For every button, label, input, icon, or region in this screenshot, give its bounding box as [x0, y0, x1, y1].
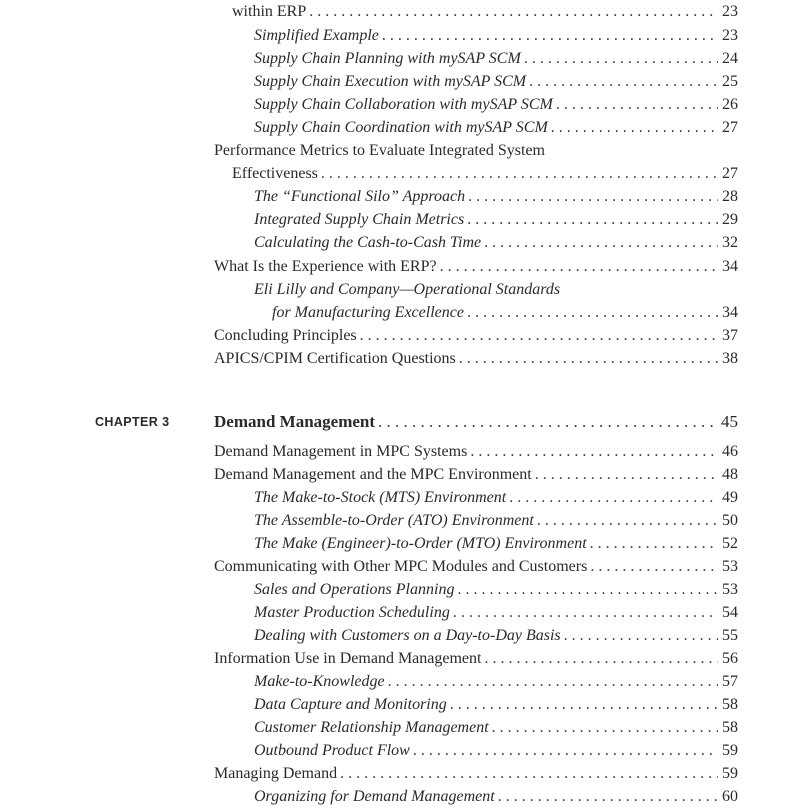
toc-entry-page-number: 52 [722, 535, 738, 552]
toc-entry-page-number: 34 [722, 304, 738, 321]
chapter-label: CHAPTER 3 [95, 415, 170, 429]
toc-entry-title: Customer Relationship Management [254, 719, 489, 736]
toc-entry-title: Make-to-Knowledge [254, 673, 385, 690]
toc-entry[interactable] [254, 578, 738, 601]
leader-dots [590, 532, 718, 555]
chapter-title: Demand Management [214, 412, 376, 431]
toc-entry[interactable] [254, 24, 738, 47]
toc-entry[interactable] [254, 486, 738, 509]
leader-dots [551, 116, 718, 139]
toc-entry-page-number: 32 [722, 234, 738, 251]
toc-entry[interactable] [254, 93, 738, 116]
toc-entry-page-number: 58 [722, 696, 738, 713]
leader-dots [450, 693, 718, 716]
toc-entry-page-number: 24 [722, 50, 738, 67]
toc-entry-page-number: 27 [722, 119, 738, 136]
toc-entry-page-number: 49 [722, 489, 738, 506]
toc-entry[interactable] [254, 785, 738, 808]
leader-dots [590, 555, 718, 578]
leader-dots [484, 231, 718, 254]
toc-entry-title: Supply Chain Coordination with mySAP SCM [254, 119, 548, 136]
leader-dots [321, 162, 718, 185]
toc-heading-eli-lilly[interactable]: Eli Lilly and Company—Operational Standards [254, 281, 561, 298]
toc-entry[interactable] [254, 624, 738, 647]
toc-entry-page-number: 54 [722, 604, 738, 621]
toc-entry-title: Effectiveness [232, 165, 318, 182]
toc-entry-page-number: 23 [722, 3, 738, 20]
toc-entry-title: The “Functional Silo” Approach [254, 188, 466, 205]
leader-dots [309, 0, 718, 23]
toc-entry[interactable] [254, 185, 738, 208]
toc-entry-page-number: 38 [722, 350, 738, 367]
toc-entry[interactable] [254, 231, 738, 254]
toc-entry[interactable] [214, 762, 738, 785]
toc-entry-page-number: 26 [722, 96, 738, 113]
toc-entry-page-number: 27 [722, 165, 738, 182]
leader-dots [413, 739, 718, 762]
leader-dots [470, 440, 718, 463]
toc-entry-title: The Make (Engineer)-to-Order (MTO) Environment [254, 535, 587, 552]
toc-entry-title: Communicating with Other MPC Modules and Customers [214, 558, 588, 575]
toc-entry[interactable] [254, 716, 738, 739]
toc-entry[interactable] [272, 301, 738, 324]
toc-entry-title: Master Production Scheduling [254, 604, 450, 621]
toc-entry[interactable] [214, 440, 738, 463]
toc-entry[interactable] [254, 670, 738, 693]
toc-entry-page-number: 25 [722, 73, 738, 90]
toc-entry-title: What Is the Experience with ERP? [214, 258, 437, 275]
leader-dots [467, 208, 718, 231]
toc-entry-title: Calculating the Cash-to-Cash Time [254, 234, 482, 251]
toc-entry[interactable] [214, 324, 738, 347]
toc-entry[interactable] [214, 555, 738, 578]
toc-entry-title: Integrated Supply Chain Metrics [254, 211, 465, 228]
toc-entry[interactable] [214, 255, 738, 278]
toc-entry[interactable] [254, 509, 738, 532]
toc-entry-title: Outbound Product Flow [254, 742, 410, 759]
toc-entry[interactable] [254, 532, 738, 555]
toc-entry-page-number: 34 [722, 258, 738, 275]
toc-entry-title: Managing Demand [214, 765, 338, 782]
leader-dots [453, 601, 718, 624]
toc-entry-title: The Assemble-to-Order (ATO) Environment [254, 512, 534, 529]
leader-dots [492, 716, 718, 739]
toc-entry-title: Supply Chain Execution with mySAP SCM [254, 73, 527, 90]
toc-entry-title: Information Use in Demand Management [214, 650, 482, 667]
toc-entry[interactable] [214, 647, 738, 670]
chapter-page-number: 45 [721, 412, 738, 431]
leader-dots [529, 70, 718, 93]
toc-entry[interactable] [232, 162, 738, 185]
toc-entry-title: The Make-to-Stock (MTS) Environment [254, 489, 507, 506]
toc-entry-page-number: 29 [722, 211, 738, 228]
toc-entry[interactable] [232, 0, 738, 23]
toc-entry-page-number: 59 [722, 742, 738, 759]
toc-entry[interactable] [254, 208, 738, 231]
leader-dots [498, 785, 718, 808]
toc-entry-page-number: 48 [722, 466, 738, 483]
toc-entry-title: Concluding Principles [214, 327, 357, 344]
toc-entry-title: Supply Chain Planning with mySAP SCM [254, 50, 521, 67]
leader-dots [360, 324, 718, 347]
toc-entry[interactable] [254, 739, 738, 762]
toc-entry-title: Sales and Operations Planning [254, 581, 455, 598]
toc-entry-page-number: 60 [722, 788, 738, 805]
leader-dots [556, 93, 718, 116]
leader-dots [524, 47, 718, 70]
toc-entry-page-number: 59 [722, 765, 738, 782]
leader-dots [388, 670, 718, 693]
toc-entry-title: Data Capture and Monitoring [254, 696, 447, 713]
toc-entry-title: Organizing for Demand Management [254, 788, 495, 805]
leader-dots [484, 647, 718, 670]
toc-entry-title: Dealing with Customers on a Day-to-Day Basis [254, 627, 561, 644]
leader-dots [459, 347, 718, 370]
toc-entry-title: Demand Management in MPC Systems [214, 443, 468, 460]
toc-entry[interactable] [214, 347, 738, 370]
leader-dots [468, 185, 718, 208]
toc-entry[interactable] [254, 47, 738, 70]
toc-entry-title: APICS/CPIM Certification Questions [214, 350, 456, 367]
leader-dots [564, 624, 718, 647]
toc-entry[interactable] [254, 601, 738, 624]
leader-dots [467, 301, 718, 324]
leader-dots [382, 24, 718, 47]
toc-entry[interactable] [254, 70, 738, 93]
toc-entry-page-number: 37 [722, 327, 738, 344]
toc-entry-page-number: 57 [722, 673, 738, 690]
toc-entry-page-number: 50 [722, 512, 738, 529]
leader-dots [537, 509, 718, 532]
toc-entry-title: within ERP [232, 3, 307, 20]
toc-entry-page-number: 23 [722, 27, 738, 44]
toc-chapter-entry[interactable] [214, 410, 738, 433]
leader-dots [378, 410, 717, 433]
toc-entry-page-number: 55 [722, 627, 738, 644]
toc-entry-page-number: 56 [722, 650, 738, 667]
leader-dots [509, 486, 718, 509]
leader-dots [440, 255, 718, 278]
toc-entry-title: Simplified Example [254, 27, 379, 44]
toc-entry[interactable] [254, 116, 738, 139]
toc-entry-title: Demand Management and the MPC Environment [214, 466, 532, 483]
toc-entry[interactable] [214, 463, 738, 486]
toc-entry-title: for Manufacturing Excellence [272, 304, 464, 321]
toc-entry-page-number: 58 [722, 719, 738, 736]
leader-dots [457, 578, 718, 601]
toc-entry-page-number: 46 [722, 443, 738, 460]
leader-dots [340, 762, 718, 785]
toc-entry-page-number: 53 [722, 558, 738, 575]
toc-entry-page-number: 28 [722, 188, 738, 205]
toc-heading-performance-metrics[interactable]: Performance Metrics to Evaluate Integrated System [214, 142, 545, 159]
toc-entry-title: Supply Chain Collaboration with mySAP SCM [254, 96, 553, 113]
toc-entry[interactable] [254, 693, 738, 716]
toc-entry-page-number: 53 [722, 581, 738, 598]
leader-dots [535, 463, 718, 486]
